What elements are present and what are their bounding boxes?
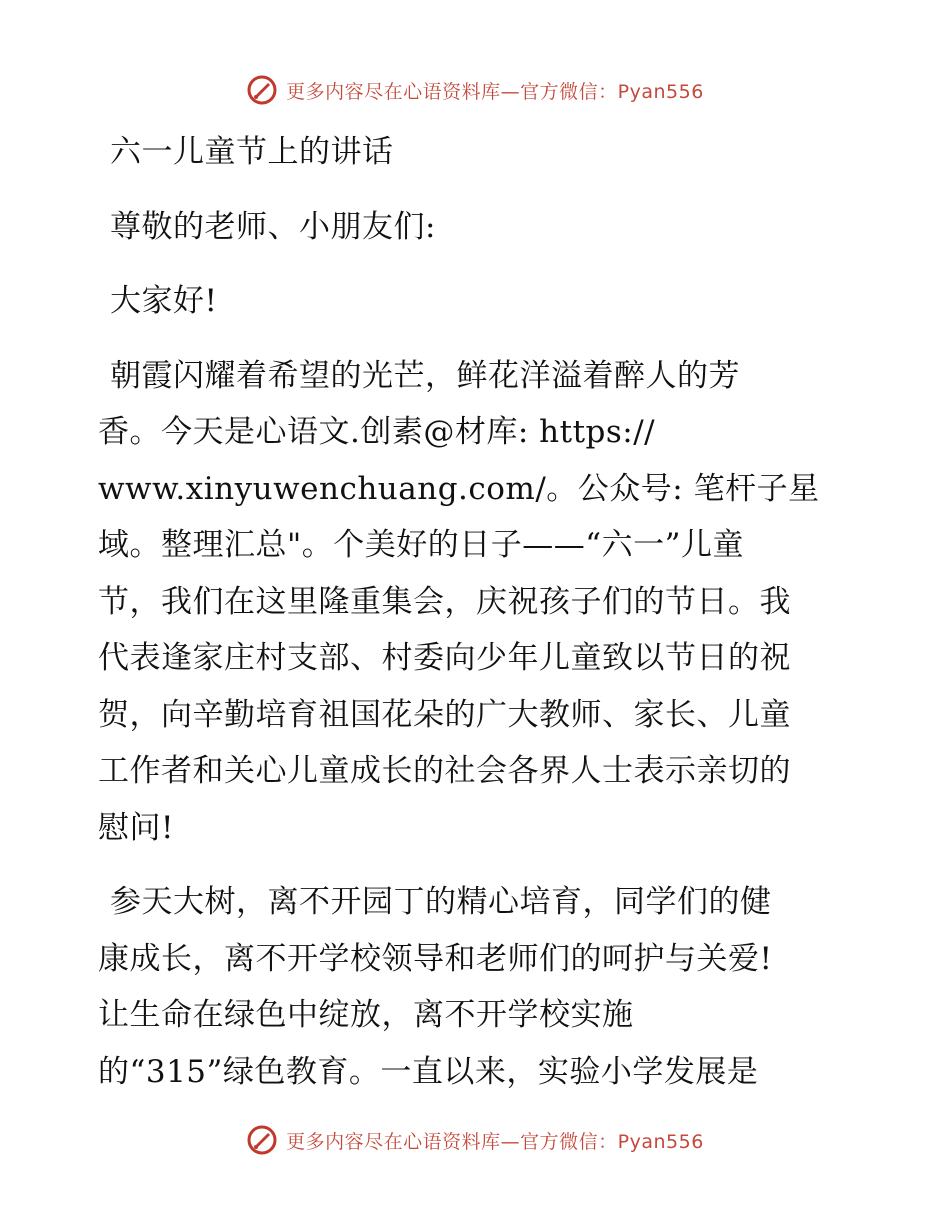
paragraph-line: 慰问! (98, 809, 174, 846)
paragraph-line: 的“315”绿色教育。一直以来，实验小学发展是 (98, 1053, 759, 1090)
quill-seal-icon (246, 1124, 278, 1156)
header-watermark (0, 70, 950, 110)
salutation: 尊敬的老师、小朋友们: (110, 208, 436, 245)
paragraph-line: 节，我们在这里隆重集会，庆祝孩子们的节日。我 (98, 583, 791, 620)
document-title: 六一儿童节上的讲话 (110, 134, 394, 170)
paragraph-line: 香。今天是心语文.创素@材库: https:// (98, 414, 656, 450)
paragraph-2 (98, 874, 858, 1100)
greeting: 大家好! (110, 283, 218, 319)
watermark-text: 更多内容尽在心语资料库—官方微信：Pyan556 (286, 80, 704, 103)
spacer (98, 856, 858, 874)
spacer (98, 181, 858, 199)
paragraph-line: www.xinyuwenchuang.com/。公众号: 笔杆子星 (98, 470, 820, 507)
document-body (98, 124, 858, 1100)
spacer (98, 255, 858, 273)
paragraph-line: 代表逢家庄村支部、村委向少年儿童致以节日的祝 (98, 640, 791, 676)
paragraph-line: 康成长，离不开学校领导和老师们的呵护与关爱! (98, 940, 773, 977)
paragraph-line: 工作者和关心儿童成长的社会各界人士表示亲切的 (98, 753, 791, 789)
paragraph-line: 让生命在绿色中绽放，离不开学校实施 (98, 997, 634, 1033)
spacer (98, 330, 858, 348)
paragraph-line: 参天大树，离不开园丁的精心培育，同学们的健 (110, 884, 772, 920)
quill-seal-icon (246, 74, 278, 106)
paragraph-line: 贺，向辛勤培育祖国花朵的广大教师、家长、儿童 (98, 696, 791, 733)
paragraph-line: 朝霞闪耀着希望的光芒，鲜花洋溢着醉人的芳 (110, 357, 740, 394)
footer-watermark (0, 1120, 950, 1160)
paragraph-1 (98, 348, 858, 857)
paragraph-line: 域。整理汇总"。个美好的日子——“六一”儿童 (98, 527, 744, 563)
watermark-text: 更多内容尽在心语资料库—官方微信：Pyan556 (286, 1130, 704, 1153)
